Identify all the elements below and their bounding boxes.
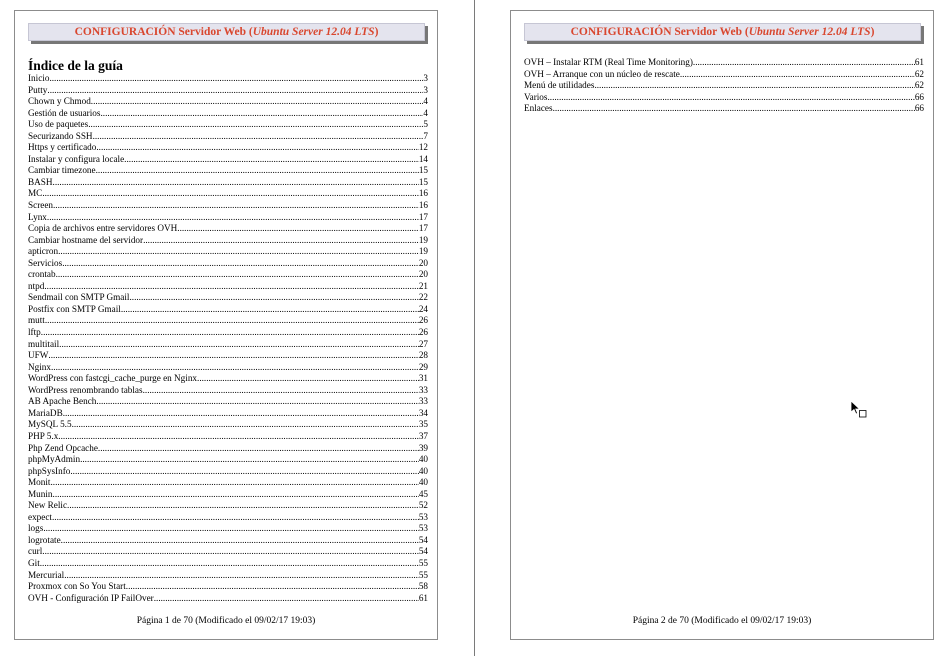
toc-entry[interactable]	[28, 454, 428, 466]
toc-entry-page-number: 29	[418, 361, 428, 372]
toc-dot-leader	[100, 108, 423, 120]
toc-entry-page-number: 17	[418, 223, 428, 234]
toc-dot-leader	[126, 581, 419, 593]
toc-entry-label: Cambiar timezone	[28, 165, 96, 176]
toc-entry-label: apticron	[28, 246, 59, 257]
toc-entry-page-number: 20	[418, 257, 428, 268]
toc-dot-leader	[143, 235, 419, 247]
toc-entry[interactable]	[28, 177, 428, 189]
toc-dot-leader	[42, 188, 419, 200]
toc-dot-leader	[143, 385, 419, 397]
toc-dot-leader	[50, 477, 418, 489]
toc-entry-label: mutt	[28, 315, 45, 326]
toc-dot-leader	[53, 489, 419, 501]
toc-entry[interactable]	[28, 431, 428, 443]
toc-dot-leader	[53, 177, 419, 189]
toc-entry-label: BASH	[28, 176, 53, 187]
mouse-pointer-icon	[849, 400, 869, 420]
toc-entry[interactable]	[28, 212, 428, 224]
toc-entry-label: phpSysInfo	[28, 465, 71, 476]
toc-entry-page-number: 55	[418, 557, 428, 568]
toc-dot-leader	[47, 85, 423, 97]
toc-entry-page-number: 39	[418, 442, 428, 453]
toc-entry-page-number: 14	[418, 153, 428, 164]
toc-entry[interactable]	[28, 154, 428, 166]
toc-entry-page-number: 27	[418, 338, 428, 349]
toc-entry[interactable]	[524, 103, 924, 115]
toc-entry-label: crontab	[28, 269, 56, 280]
toc-dot-leader	[72, 419, 419, 431]
toc-entry[interactable]	[28, 523, 428, 535]
toc-entry-page-number: 31	[418, 373, 428, 384]
toc-entry[interactable]	[28, 570, 428, 582]
toc-dot-leader	[53, 200, 419, 212]
toc-entry-page-number: 54	[418, 534, 428, 545]
toc-entry[interactable]	[28, 85, 428, 97]
toc-entry-label: Enlaces	[524, 103, 553, 114]
toc-entry-label: Php Zend Opcache	[28, 442, 98, 453]
toc-entry[interactable]	[28, 489, 428, 501]
toc-dot-leader	[553, 103, 915, 115]
toc-entry-page-number: 66	[914, 91, 924, 102]
toc-entry-label: logrotate	[28, 534, 61, 545]
toc-entry-page-number: 26	[418, 315, 428, 326]
toc-entry-label: New Relic	[28, 500, 68, 511]
toc-entry-label: Servicios	[28, 257, 63, 268]
toc-dot-leader	[96, 165, 419, 177]
toc-entry-label: Chown y Chmod	[28, 96, 91, 107]
page-gap-divider	[474, 0, 475, 656]
header-prefix: CONFIGURACIÓN Servidor Web (	[74, 26, 253, 38]
toc-entry[interactable]	[28, 535, 428, 547]
toc-entry-label: Sendmail con SMTP Gmail	[28, 292, 130, 303]
toc-entry[interactable]	[28, 546, 428, 558]
header-os-name: Ubuntu Server 12.04 LTS	[748, 26, 871, 38]
page-header-banner	[524, 23, 921, 41]
toc-dot-leader	[124, 154, 419, 166]
toc-dot-leader	[91, 96, 424, 108]
toc-entry[interactable]	[28, 108, 428, 120]
toc-entry-label: Varios	[524, 91, 548, 102]
toc-entry-page-number: 33	[418, 396, 428, 407]
toc-entry-label: PHP 5.x	[28, 430, 59, 441]
toc-entry[interactable]	[28, 96, 428, 108]
toc-dot-leader	[61, 535, 419, 547]
toc-entry[interactable]	[28, 258, 428, 270]
toc-entry-page-number: 3	[423, 84, 428, 95]
toc-entry-page-number: 61	[914, 57, 924, 67]
toc-entry-page-number: 37	[418, 430, 428, 441]
toc-dot-leader	[51, 362, 419, 374]
toc-dot-leader	[56, 269, 419, 281]
toc-entry[interactable]	[28, 339, 428, 351]
header-prefix: CONFIGURACIÓN Servidor Web (	[570, 26, 749, 38]
toc-entry-label: Munin	[28, 488, 53, 499]
toc-entry-page-number: 54	[418, 546, 428, 557]
toc-entry-page-number: 35	[418, 419, 428, 430]
toc-entry-page-number: 40	[418, 465, 428, 476]
toc-entry-page-number: 58	[418, 581, 428, 592]
toc-list	[524, 57, 924, 115]
toc-entry-page-number: 15	[418, 176, 428, 187]
toc-entry-label: Cambiar hostname del servidor	[28, 234, 144, 245]
toc-dot-leader	[42, 546, 419, 558]
toc-dot-leader	[45, 315, 419, 327]
document-page-2	[510, 10, 934, 640]
page-header-banner	[28, 23, 425, 41]
toc-dot-leader	[96, 396, 418, 408]
toc-dot-leader	[680, 69, 915, 81]
toc-entry[interactable]	[28, 223, 428, 235]
toc-entry-label: Inicio	[28, 73, 50, 83]
toc-entry[interactable]	[28, 581, 428, 593]
toc-entry-label: Nginx	[28, 361, 51, 372]
toc-entry-label: Instalar y configura locale	[28, 153, 125, 164]
toc-entry[interactable]	[524, 92, 924, 104]
toc-entry-page-number: 34	[418, 407, 428, 418]
toc-entry-page-number: 15	[418, 165, 428, 176]
toc-entry-label: OVH – Arranque con un núcleo de rescate	[524, 68, 680, 79]
toc-entry-label: MC	[28, 188, 43, 199]
toc-dot-leader	[62, 258, 419, 270]
toc-entry-page-number: 66	[914, 103, 924, 114]
toc-entry-label: WordPress renombrando tablas	[28, 384, 143, 395]
toc-entry[interactable]	[28, 119, 428, 131]
toc-entry-page-number: 40	[418, 477, 428, 488]
toc-entry[interactable]	[28, 558, 428, 570]
toc-entry-page-number: 40	[418, 454, 428, 465]
toc-entry-label: Gestión de usuarios	[28, 107, 101, 118]
toc-entry-label: Monit	[28, 477, 51, 488]
page-header-title	[524, 23, 921, 41]
toc-entry[interactable]	[28, 235, 428, 247]
toc-dot-leader	[693, 57, 915, 69]
toc-entry-label: Menú de utilidades	[524, 80, 595, 91]
toc-entry-label: Securizando SSH	[28, 130, 93, 141]
header-suffix: )	[374, 26, 379, 38]
toc-entry[interactable]	[28, 466, 428, 478]
toc-entry[interactable]	[28, 165, 428, 177]
toc-entry-page-number: 16	[418, 188, 428, 199]
toc-entry-page-number: 22	[418, 292, 428, 303]
page-header-title	[28, 23, 425, 41]
toc-entry[interactable]	[28, 327, 428, 339]
toc-entry-label: Screen	[28, 200, 53, 211]
toc-dot-leader	[547, 92, 914, 104]
toc-entry[interactable]	[28, 200, 428, 212]
toc-entry-page-number: 53	[418, 511, 428, 522]
toc-entry[interactable]	[28, 246, 428, 258]
toc-entry-label: MySQL 5.5	[28, 419, 72, 430]
toc-dot-leader	[88, 119, 423, 131]
toc-entry[interactable]	[28, 512, 428, 524]
toc-dot-leader	[93, 131, 424, 143]
toc-dot-leader	[154, 593, 419, 605]
toc-entry-page-number: 17	[418, 211, 428, 222]
toc-entry-page-number: 4	[423, 96, 428, 107]
toc-entry[interactable]	[28, 385, 428, 397]
toc-entry-label: Git	[28, 557, 40, 568]
toc-dot-leader	[129, 292, 418, 304]
toc-dot-leader	[67, 500, 419, 512]
toc-entry-label: UFW	[28, 350, 49, 361]
toc-dot-leader	[52, 512, 419, 524]
toc-entry-label: logs	[28, 523, 44, 534]
toc-entry-page-number: 3	[423, 73, 428, 83]
toc-entry[interactable]	[28, 477, 428, 489]
toc-dot-leader	[80, 454, 419, 466]
toc-entry-label: WordPress con fastcgi_cache_purge en Nginx	[28, 373, 198, 384]
toc-dot-leader	[594, 80, 914, 92]
toc-dot-leader	[177, 223, 419, 235]
toc-entry-label: Proxmox con So You Start	[28, 581, 126, 592]
toc-entry[interactable]	[28, 188, 428, 200]
toc-entry-label: Postfix con SMTP Gmail	[28, 303, 121, 314]
toc-entry-label: OVH – Instalar RTM (Real Time Monitoring)	[524, 57, 693, 67]
toc-title: Índice de la guía	[28, 58, 123, 73]
toc-entry[interactable]	[28, 131, 428, 143]
toc-entry-label: Mercurial	[28, 569, 65, 580]
toc-entry[interactable]	[28, 396, 428, 408]
toc-entry-page-number: 20	[418, 269, 428, 280]
toc-entry[interactable]	[28, 304, 428, 316]
toc-entry[interactable]	[28, 362, 428, 374]
toc-dot-leader	[63, 408, 419, 420]
toc-dot-leader	[96, 142, 418, 154]
toc-entry-label: Copia de archivos entre servidores OVH	[28, 223, 178, 234]
toc-entry-page-number: 7	[423, 130, 428, 141]
toc-dot-leader	[197, 373, 419, 385]
toc-dot-leader	[40, 558, 419, 570]
toc-dot-leader	[43, 523, 418, 535]
document-page-1	[14, 10, 438, 640]
toc-entry-page-number: 21	[418, 280, 428, 291]
toc-entry-label: Lynx	[28, 211, 47, 222]
toc-entry-label: Putty	[28, 84, 48, 95]
toc-entry[interactable]	[524, 80, 924, 92]
toc-dot-leader	[70, 466, 418, 478]
toc-entry-page-number: 62	[914, 68, 924, 79]
toc-entry-page-number: 4	[423, 107, 428, 118]
toc-entry-label: lftp	[28, 327, 41, 338]
toc-entry[interactable]	[28, 73, 428, 85]
toc-dot-leader	[41, 327, 419, 339]
toc-entry-page-number: 28	[418, 350, 428, 361]
toc-dot-leader	[121, 304, 419, 316]
toc-dot-leader	[59, 339, 419, 351]
toc-entry-page-number: 26	[418, 327, 428, 338]
toc-entry-page-number: 24	[418, 303, 428, 314]
toc-entry-label: curl	[28, 546, 43, 557]
toc-entry[interactable]	[28, 443, 428, 455]
toc-entry[interactable]	[28, 292, 428, 304]
header-suffix: )	[870, 26, 875, 38]
toc-entry[interactable]	[28, 281, 428, 293]
toc-entry-page-number: 33	[418, 384, 428, 395]
toc-dot-leader	[47, 212, 419, 224]
page-footer: Página 2 de 70 (Modificado el 09/02/17 19:03)	[632, 616, 812, 626]
toc-entry[interactable]	[524, 57, 924, 69]
header-os-name: Ubuntu Server 12.04 LTS	[252, 26, 375, 38]
toc-entry[interactable]	[28, 500, 428, 512]
toc-dot-leader	[49, 73, 423, 85]
toc-entry-label: expect	[28, 511, 52, 522]
toc-entry-page-number: 19	[418, 234, 428, 245]
toc-list	[28, 73, 428, 604]
toc-dot-leader	[98, 443, 419, 455]
toc-entry[interactable]	[28, 142, 428, 154]
toc-dot-leader	[44, 281, 418, 293]
toc-dot-leader	[58, 431, 419, 443]
toc-dot-leader	[64, 570, 419, 582]
toc-entry-label: multitail	[28, 338, 60, 349]
toc-entry[interactable]	[28, 419, 428, 431]
toc-entry-page-number: 12	[418, 142, 428, 153]
toc-dot-leader	[48, 350, 418, 362]
toc-entry-page-number: 19	[418, 246, 428, 257]
toc-entry-label: Https y certificado	[28, 142, 97, 153]
toc-entry-page-number: 62	[914, 80, 924, 91]
toc-entry-label: ntpd	[28, 280, 45, 291]
toc-entry-page-number: 16	[418, 200, 428, 211]
toc-dot-leader	[58, 246, 419, 258]
toc-entry-page-number: 5	[423, 119, 428, 130]
toc-entry-page-number: 55	[418, 569, 428, 580]
toc-entry[interactable]	[28, 350, 428, 362]
toc-entry[interactable]	[28, 315, 428, 327]
toc-entry-page-number: 45	[418, 488, 428, 499]
toc-entry[interactable]	[28, 408, 428, 420]
toc-entry-label: Uso de paquetes	[28, 119, 89, 130]
toc-entry[interactable]	[28, 269, 428, 281]
toc-entry[interactable]	[28, 593, 428, 605]
toc-entry-page-number: 53	[418, 523, 428, 534]
page-footer: Página 1 de 70 (Modificado el 09/02/17 19:03)	[136, 616, 316, 626]
toc-entry-label: AB Apache Bench	[28, 396, 97, 407]
toc-entry-label: MariaDB	[28, 407, 63, 418]
toc-entry-page-number: 52	[418, 500, 428, 511]
toc-entry-page-number: 61	[418, 592, 428, 603]
toc-entry[interactable]	[524, 69, 924, 81]
toc-entry-label: phpMyAdmin	[28, 454, 81, 465]
toc-entry-label: OVH - Configuración IP FailOver	[28, 592, 154, 603]
toc-entry[interactable]	[28, 373, 428, 385]
